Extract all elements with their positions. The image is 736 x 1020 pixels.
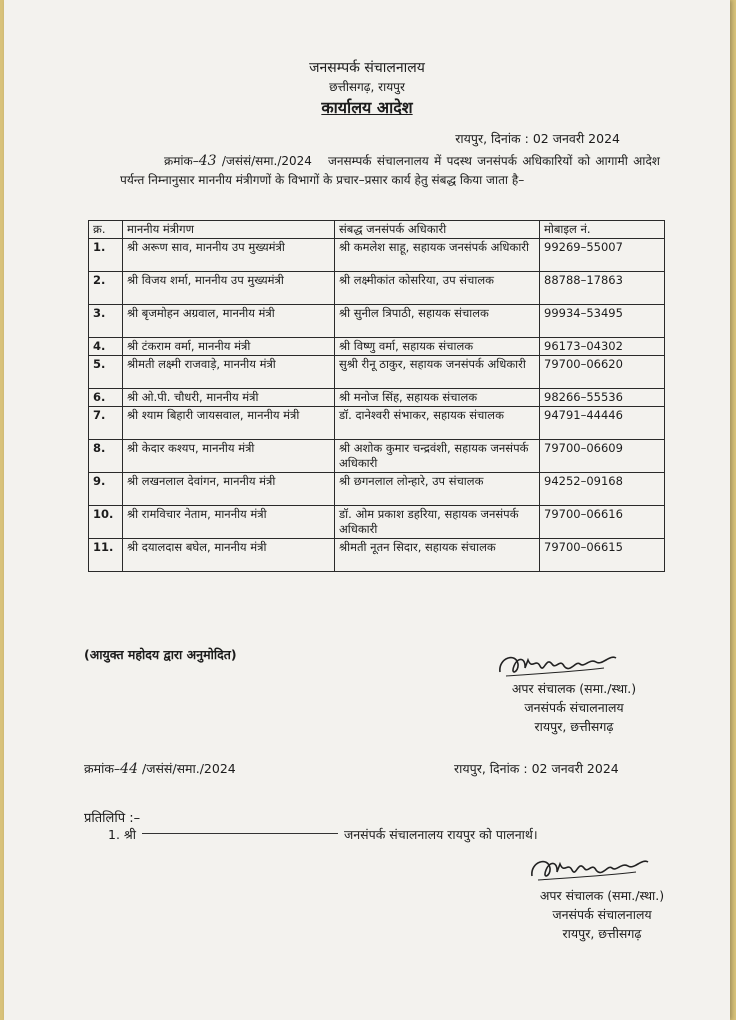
cell-minister: श्री ओ.पी. चौधरी, माननीय मंत्री xyxy=(123,389,335,407)
order-prefix: क्रमांक– xyxy=(164,154,199,168)
pratilipi-heading: प्रतिलिपि :– xyxy=(84,811,141,826)
signatory-office: जनसंपर्क संचालनालय xyxy=(524,700,624,715)
office-location: छत्तीसगढ़, रायपुर xyxy=(329,80,405,94)
cell-mobile: 96173–04302 xyxy=(540,338,665,356)
cell-sr: 2. xyxy=(89,272,123,305)
table-row xyxy=(89,389,665,407)
order-intro xyxy=(120,152,660,190)
copy-order-date: रायपुर, दिनांक : 02 जनवरी 2024 xyxy=(454,761,619,776)
cell-officer: श्री कमलेश साहू, सहायक जनसंपर्क अधिकारी xyxy=(335,239,540,272)
cell-minister: श्रीमती लक्ष्मी राजवाड़े, माननीय मंत्री xyxy=(123,356,335,389)
cell-minister: श्री लखनलाल देवांगन, माननीय मंत्री xyxy=(123,473,335,506)
cell-officer: श्री लक्ष्मीकांत कोसरिया, उप संचालक xyxy=(335,272,540,305)
order-suffix: /जसंसं/समा./2024 xyxy=(221,154,312,168)
table-row xyxy=(89,239,665,272)
signatory-designation: अपर संचालक (समा./स्था.) xyxy=(511,681,637,696)
cell-officer: श्री अशोक कुमार चन्द्रवंशी, सहायक जनसंपर्क अधिकारी xyxy=(335,440,540,473)
cell-minister: श्री बृजमोहन अग्रवाल, माननीय मंत्री xyxy=(123,305,335,338)
signatory-designation: अपर संचालक (समा./स्था.) xyxy=(539,888,665,903)
cell-sr: 1. xyxy=(89,239,123,272)
cell-officer: श्री छगनलाल लोन्हारे, उप संचालक xyxy=(335,473,540,506)
cell-mobile: 94252–09168 xyxy=(540,473,665,506)
table-row xyxy=(89,305,665,338)
cell-mobile: 98266–55536 xyxy=(540,389,665,407)
order-text-line1: जनसम्पर्क संचालनालय में पदस्थ जनसंपर्क xyxy=(327,154,517,168)
cell-minister: श्री श्याम बिहारी जायसवाल, माननीय मंत्री xyxy=(123,407,335,440)
cell-minister: श्री विजय शर्मा, माननीय उप मुख्यमंत्री xyxy=(123,272,335,305)
header-sr: क्र. xyxy=(89,221,123,239)
signature-block xyxy=(474,679,674,736)
cell-officer: श्रीमती नूतन सिदार, सहायक संचालक xyxy=(335,539,540,572)
cell-mobile: 79700–06609 xyxy=(540,440,665,473)
table-row xyxy=(89,272,665,305)
cell-mobile: 99934–53495 xyxy=(540,305,665,338)
cell-minister: श्री टंकराम वर्मा, माननीय मंत्री xyxy=(123,338,335,356)
cell-mobile: 99269–55007 xyxy=(540,239,665,272)
cell-officer: श्री मनोज सिंह, सहायक संचालक xyxy=(335,389,540,407)
table-row xyxy=(89,440,665,473)
copy-line-suffix: जनसंपर्क संचालनालय रायपुर को पालनार्थ। xyxy=(343,827,538,842)
table-row xyxy=(89,338,665,356)
cell-minister: श्री केदार कश्यप, माननीय मंत्री xyxy=(123,440,335,473)
cell-minister: श्री दयालदास बघेल, माननीय मंत्री xyxy=(123,539,335,572)
copy-order-number-line xyxy=(84,760,236,777)
cell-mobile: 94791–44446 xyxy=(540,407,665,440)
cell-sr: 9. xyxy=(89,473,123,506)
cell-officer: सुश्री रीनू ठाकुर, सहायक जनसंपर्क अधिकारी xyxy=(335,356,540,389)
order-date: रायपुर, दिनांक : 02 जनवरी 2024 xyxy=(455,131,620,146)
signature-icon xyxy=(492,648,622,682)
table-row xyxy=(89,539,665,572)
table-header-row xyxy=(89,221,665,239)
signatory-place: रायपुर, छत्तीसगढ़ xyxy=(562,926,642,941)
copy-recipient-line xyxy=(108,826,538,843)
cell-mobile: 88788–17863 xyxy=(540,272,665,305)
signature-icon xyxy=(524,852,654,886)
copy-order-number: 44 xyxy=(120,761,138,777)
table-row xyxy=(89,407,665,440)
cell-sr: 10. xyxy=(89,506,123,539)
signatory-office: जनसंपर्क संचालनालय xyxy=(552,907,652,922)
header-officer: संबद्ध जनसंपर्क अधिकारी xyxy=(335,221,540,239)
header-mobile: मोबाइल नं. xyxy=(540,221,665,239)
document-page xyxy=(4,0,730,1020)
cell-sr: 4. xyxy=(89,338,123,356)
cell-minister: श्री अरूण साव, माननीय उप मुख्यमंत्री xyxy=(123,239,335,272)
cell-officer: डॉ. दानेश्वरी संभाकर, सहायक संचालक xyxy=(335,407,540,440)
copy-line-prefix: 1. श्री xyxy=(108,827,136,842)
cell-minister: श्री रामविचार नेताम, माननीय मंत्री xyxy=(123,506,335,539)
signature-block-copy xyxy=(502,886,702,943)
approved-note: (आयुक्त महोदय द्वारा अनुमोदित) xyxy=(84,647,237,662)
table-row xyxy=(89,506,665,539)
order-number: 43 xyxy=(198,153,217,169)
ministers-table xyxy=(88,220,665,572)
cell-sr: 5. xyxy=(89,356,123,389)
cell-mobile: 79700–06620 xyxy=(540,356,665,389)
copy-order-prefix: क्रमांक– xyxy=(84,761,121,776)
cell-sr: 6. xyxy=(89,389,123,407)
cell-sr: 3. xyxy=(89,305,123,338)
order-text-rest: अधिकारियों को आगामी आदेश पर्यन्त निम्नानुसार माननीय मंत्रीगणों के विभागों के प्रचार–प्रसार कार्य हेतु संबद्ध किया जाता है– xyxy=(120,154,660,187)
blank-line xyxy=(142,833,338,834)
table-row xyxy=(89,356,665,389)
cell-officer: श्री सुनील त्रिपाठी, सहायक संचालक xyxy=(335,305,540,338)
cell-sr: 8. xyxy=(89,440,123,473)
cell-officer: श्री विष्णु वर्मा, सहायक संचालक xyxy=(335,338,540,356)
table-row xyxy=(89,473,665,506)
order-title: कार्यालय आदेश xyxy=(321,98,413,117)
office-name: जनसम्पर्क संचालनालय xyxy=(309,60,425,76)
cell-sr: 7. xyxy=(89,407,123,440)
signatory-place: रायपुर, छत्तीसगढ़ xyxy=(534,719,614,734)
cell-sr: 11. xyxy=(89,539,123,572)
copy-order-suffix: /जसंसं/समा./2024 xyxy=(141,761,236,776)
header-minister: माननीय मंत्रीगण xyxy=(123,221,335,239)
cell-mobile: 79700–06616 xyxy=(540,506,665,539)
cell-mobile: 79700–06615 xyxy=(540,539,665,572)
cell-officer: डॉ. ओम प्रकाश डहरिया, सहायक जनसंपर्क अधिकारी xyxy=(335,506,540,539)
